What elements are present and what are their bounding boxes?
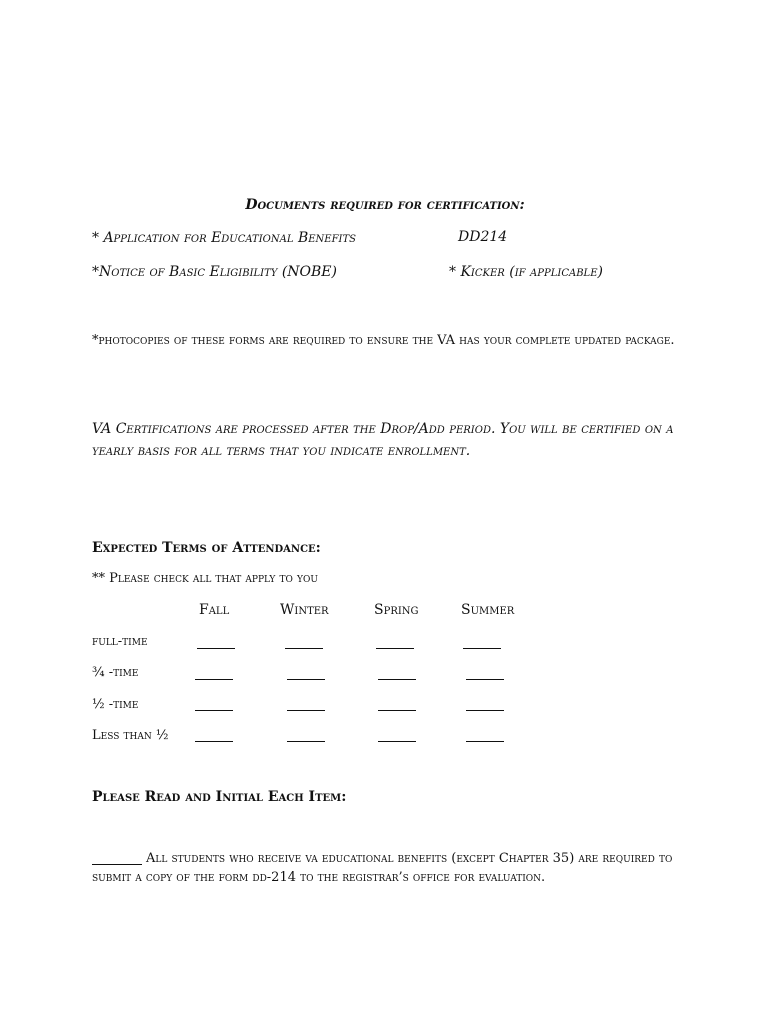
checkbox-full-time-fall[interactable] [197,648,235,649]
checkbox-three-quarter-spring[interactable] [378,679,416,680]
doc-kicker: * Kicker (if applicable) [449,264,603,280]
initial-section-title: Please Read and Initial Each Item: [92,789,347,805]
doc-nobe: *Notice of Basic Eligibility (NOBE) [92,264,337,280]
checkbox-less-than-half-spring[interactable] [378,741,416,742]
col-spring: Spring [374,602,419,618]
doc-dd214: DD214 [458,229,508,245]
checkbox-less-than-half-fall[interactable] [195,741,233,742]
checkbox-less-than-half-summer[interactable] [466,741,504,742]
checkbox-full-time-winter[interactable] [285,648,323,649]
checkbox-three-quarter-fall[interactable] [195,679,233,680]
initial-item-1-text: All students who receive va educational benefits (except Chapter 35) are required to submit a copy of the form dd-214 to the registrar’s office for evaluation. [92,851,673,885]
checkbox-full-time-summer[interactable] [463,648,501,649]
checkbox-full-time-spring[interactable] [376,648,414,649]
row-label-full-time: full-time [92,634,148,649]
checkbox-half-time-fall[interactable] [195,710,233,711]
col-winter: Winter [280,602,329,618]
checkbox-three-quarter-winter[interactable] [287,679,325,680]
checkbox-three-quarter-summer[interactable] [466,679,504,680]
page-heading: Documents required for certification: [245,197,525,213]
row-label-three-quarter-time: ¾ -time [92,665,139,680]
checkbox-half-time-winter[interactable] [287,710,325,711]
row-label-half-time: ½ -time [92,697,139,712]
checkbox-half-time-spring[interactable] [378,710,416,711]
col-summer: Summer [461,602,515,618]
col-fall: Fall [199,602,230,618]
photocopies-note: *photocopies of these forms are required to ensure the VA has your complete updated package. [92,333,675,348]
attendance-title: Expected Terms of Attendance: [92,540,321,556]
row-label-less-than-half: Less than ½ [92,728,169,743]
doc-application: * Application for Educational Benefits [92,230,356,246]
attendance-note: ** Please check all that apply to you [92,571,318,586]
checkbox-less-than-half-winter[interactable] [287,741,325,742]
va-certification-note: VA Certifications are processed after the Drop/Add period. You will be certified on a yearly basis for all terms that you indicate enrollment. [92,421,674,459]
checkbox-half-time-summer[interactable] [466,710,504,711]
